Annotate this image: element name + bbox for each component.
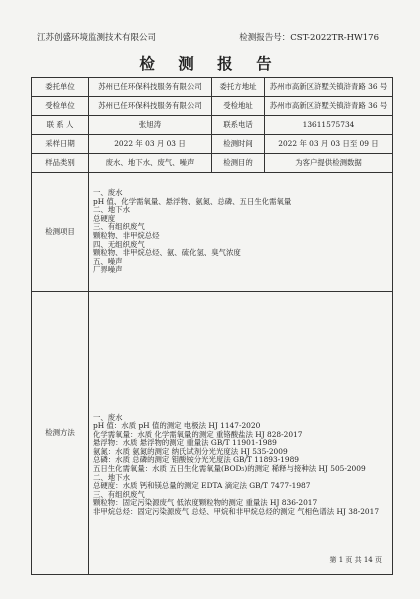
list-item: 颗粒物：固定污染源废气 低浓度颗粒物的测定 重量法 HJ 836-2017 [93, 498, 318, 508]
report-number: 检测报告号：CST-2022TR-HW176 [239, 33, 379, 43]
list-item: 总硬度：水质 钙和镁总量的测定 EDTA 滴定法 GB/T 7477-1987 [93, 481, 311, 491]
category-value: 废水、地下水、废气、噪声 [89, 154, 212, 173]
table-row [32, 292, 393, 575]
list-item: 厂界噪声 [93, 265, 123, 275]
test-items-list [89, 173, 393, 292]
page-title: 检 测 报 告 [139, 54, 281, 73]
table-row [32, 135, 393, 154]
site-address-value: 苏州市高新区浒墅关镇浒青路 36 号 [265, 97, 393, 116]
list-item: 二、地下水 [93, 205, 130, 215]
list-item: 一、废水 [93, 188, 123, 198]
purpose-label: 检测目的 [212, 154, 265, 173]
list-item: 五日生化需氧量：水质 五日生化需氧量(BOD₅)的测定 稀释与接种法 HJ 505-2009 [93, 464, 366, 473]
site-label: 受检单位 [32, 97, 89, 116]
contact-value: 张旭涛 [89, 116, 212, 135]
list-item: 氨氮：水质 氨氮的测定 纳氏试剂分光光度法 HJ 535-2009 [93, 446, 288, 456]
table-row [32, 154, 393, 173]
company-name: 江苏创盛环境监测技术有限公司 [37, 33, 157, 43]
list-item: 五、噪声 [93, 256, 123, 266]
list-item: 三、有组织废气 [93, 489, 145, 499]
list-item: pH 值、化学需氧量、悬浮物、氨氮、总磷、五日生化需氧量 [93, 196, 292, 206]
list-item: pH 值：水质 pH 值的测定 电极法 HJ 1147-2020 [93, 421, 261, 431]
site-value: 苏州已任环保科技服务有限公司 [89, 97, 212, 116]
client-address-value: 苏州市高新区浒墅关镇浒青路 36 号 [265, 78, 393, 97]
client-address-label: 委托方地址 [212, 78, 265, 97]
sample-date-value: 2022 年 03 月 03 日 [89, 135, 212, 154]
client-value: 苏州已任环保科技服务有限公司 [89, 78, 212, 97]
test-time-value: 2022 年 03 月 03 日至 09 日 [265, 135, 393, 154]
list-item: 一、废水 [93, 412, 123, 422]
purpose-value: 为客户提供检测数据 [265, 154, 393, 173]
list-item: 颗粒物、非甲烷总烃、氨、硫化氢、臭气浓度 [93, 248, 241, 258]
list-item: 四、无组织废气 [93, 239, 145, 249]
list-item: 三、有组织废气 [93, 222, 145, 232]
test-time-label: 检测时间 [212, 135, 265, 154]
list-item: 总磷：水质 总磷的测定 钼酸铵分光光度法 GB/T 11893-1989 [93, 455, 300, 465]
page-number: 第 1 页 共 14 页 [329, 556, 382, 564]
report-info-table [31, 77, 393, 575]
sample-date-label: 采样日期 [32, 135, 89, 154]
list-item: 总硬度 [93, 213, 116, 223]
list-item: 非甲烷总烃：固定污染源废气 总烃、甲烷和非甲烷总烃的测定 气相色谱法 HJ 38-2017 [93, 506, 380, 516]
table-row [32, 116, 393, 135]
table-row [32, 78, 393, 97]
list-item: 悬浮物：水质 悬浮物的测定 重量法 GB/T 11901-1989 [93, 438, 277, 448]
test-methods-label: 检测方法 [32, 292, 89, 575]
list-item: 化学需氧量：水质 化学需氧量的测定 重铬酸盐法 HJ 828-2017 [93, 429, 303, 439]
test-items-label: 检测项目 [32, 173, 89, 292]
test-methods-list [89, 292, 393, 575]
table-row [32, 173, 393, 292]
phone-value: 13611575734 [265, 116, 393, 135]
contact-label: 联 系 人 [32, 116, 89, 135]
site-address-label: 受检地址 [212, 97, 265, 116]
client-label: 委托单位 [32, 78, 89, 97]
page-header [0, 0, 420, 44]
category-label: 样品类别 [32, 154, 89, 173]
list-item: 二、地下水 [93, 472, 130, 482]
table-row [32, 97, 393, 116]
list-item: 颗粒物、非甲烷总烃 [93, 231, 160, 240]
phone-label: 联系电话 [212, 116, 265, 135]
